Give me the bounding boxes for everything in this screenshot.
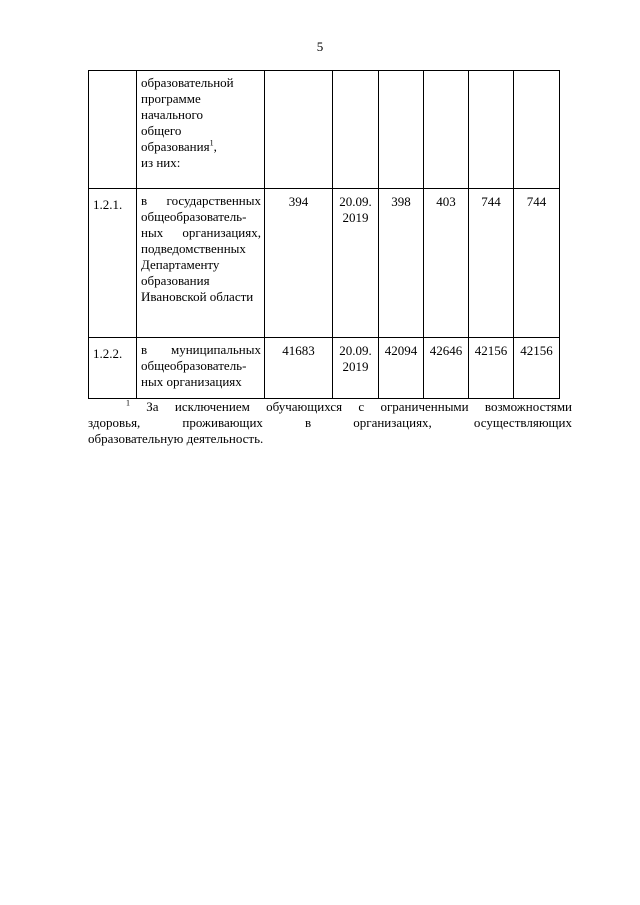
footnote bbox=[88, 399, 572, 447]
cell-value: 394 bbox=[265, 189, 333, 338]
row-name: в государственных общеобразователь-ных организациях, подведомственных Департаменту образования Ивановской области bbox=[137, 189, 265, 338]
table-row bbox=[89, 71, 560, 189]
cell-value bbox=[424, 71, 469, 189]
name-line: начального bbox=[141, 107, 204, 122]
row-name bbox=[137, 71, 265, 189]
footnote-line: здоровья, проживающих в организациях, осуществляющих bbox=[88, 415, 572, 430]
table-row bbox=[89, 189, 560, 338]
row-number: 1.2.2. bbox=[89, 338, 137, 399]
cell-value: 20.09. 2019 bbox=[333, 338, 379, 399]
cell-value bbox=[379, 71, 424, 189]
cell-value bbox=[469, 71, 514, 189]
name-line: образовательной bbox=[141, 75, 234, 90]
row-number: 1.2.1. bbox=[89, 189, 137, 338]
cell-value: 42094 bbox=[379, 338, 424, 399]
row-number bbox=[89, 71, 137, 189]
footnote-line bbox=[88, 399, 572, 415]
data-table bbox=[88, 70, 560, 399]
name-line bbox=[141, 139, 261, 155]
name-line: программе bbox=[141, 91, 201, 106]
name-line: общего bbox=[141, 123, 182, 138]
cell-value: 744 bbox=[514, 189, 560, 338]
footnote-text: За исключением обучающихся с ограниченными возможностями bbox=[146, 399, 573, 414]
cell-value bbox=[514, 71, 560, 189]
cell-value: 398 bbox=[379, 189, 424, 338]
row-name: в муниципальных общеобразователь-ных организациях bbox=[137, 338, 265, 399]
footnote-ref: 1 bbox=[209, 138, 214, 148]
name-line: из них: bbox=[141, 155, 181, 170]
page-number: 5 bbox=[316, 39, 324, 54]
name-punct: , bbox=[213, 139, 217, 154]
cell-value: 403 bbox=[424, 189, 469, 338]
cell-value bbox=[333, 71, 379, 189]
cell-value: 41683 bbox=[265, 338, 333, 399]
cell-value bbox=[265, 71, 333, 189]
table-row bbox=[89, 338, 560, 399]
cell-value: 42156 bbox=[514, 338, 560, 399]
cell-value: 744 bbox=[469, 189, 514, 338]
footnote-marker: 1 bbox=[126, 398, 130, 408]
cell-value: 42156 bbox=[469, 338, 514, 399]
name-text: образования bbox=[141, 139, 210, 154]
footnote-line: образовательную деятельность. bbox=[88, 431, 264, 446]
cell-value: 20.09. 2019 bbox=[333, 189, 379, 338]
cell-value: 42646 bbox=[424, 338, 469, 399]
